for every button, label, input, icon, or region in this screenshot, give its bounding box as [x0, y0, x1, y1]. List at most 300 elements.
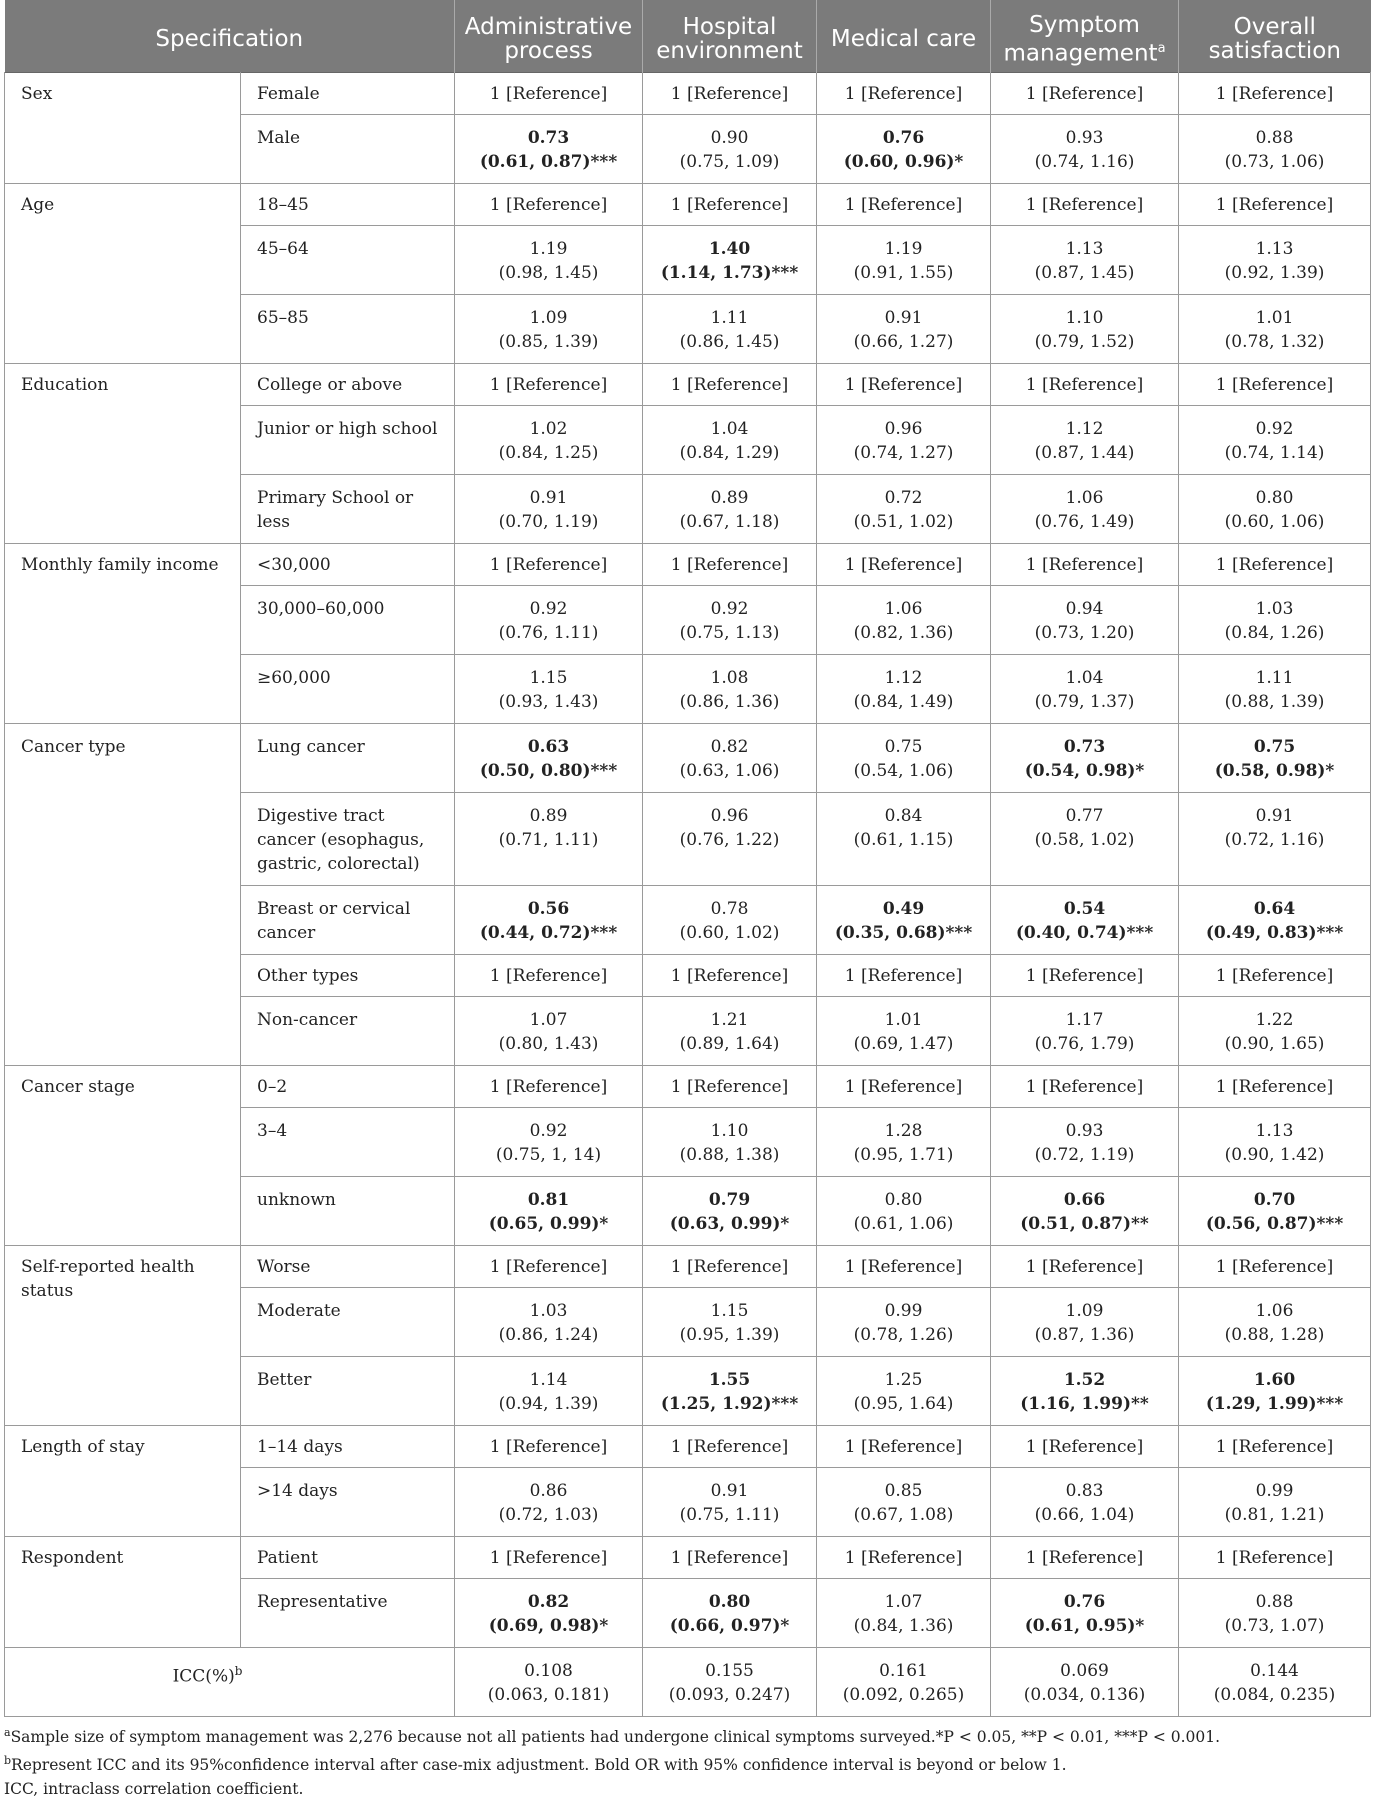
cell-value — [455, 792, 643, 885]
confidence-interval: (0.65, 0.99)* — [488, 1213, 609, 1234]
row-category: Cancer stage — [5, 1065, 241, 1245]
cell-value — [1179, 792, 1371, 885]
icc-estimate: 0.144 — [1250, 1660, 1299, 1681]
confidence-interval: (0.86, 1.36) — [679, 691, 780, 712]
odds-ratio: 1.01 — [884, 1009, 923, 1030]
confidence-interval: (0.72, 1.19) — [1034, 1144, 1135, 1165]
confidence-interval: (0.60, 1.02) — [679, 922, 780, 943]
cell-value: 1 [Reference] — [643, 1425, 817, 1467]
icc-interval: (0.063, 0.181) — [487, 1684, 610, 1705]
row-category: Monthly family income — [5, 543, 241, 723]
odds-ratio: 0.92 — [710, 598, 749, 619]
cell-value — [643, 723, 817, 792]
icc-interval: (0.092, 0.265) — [842, 1684, 965, 1705]
odds-ratio: 1.17 — [1065, 1009, 1104, 1030]
cell-value: 1 [Reference] — [991, 954, 1179, 996]
cell-value: 1 [Reference] — [455, 1536, 643, 1578]
odds-ratio: 1.52 — [1063, 1369, 1106, 1390]
odds-ratio: 0.80 — [708, 1591, 751, 1612]
row-subcategory: 3–4 — [241, 1107, 455, 1176]
cell-value — [1179, 585, 1371, 654]
cell-value — [1179, 723, 1371, 792]
cell-value — [991, 996, 1179, 1065]
confidence-interval: (0.51, 1.02) — [853, 511, 954, 532]
cell-value — [1179, 1578, 1371, 1647]
odds-ratio: 1.08 — [710, 667, 749, 688]
confidence-interval: (0.50, 0.80)*** — [479, 760, 618, 781]
confidence-interval: (0.98, 1.45) — [498, 262, 599, 283]
row-category: Cancer type — [5, 723, 241, 1065]
row-subcategory: Lung cancer — [241, 723, 455, 792]
table-row — [5, 723, 1371, 792]
cell-value: 1 [Reference] — [455, 954, 643, 996]
icc-estimate: 0.108 — [524, 1660, 573, 1681]
cell-value — [643, 405, 817, 474]
odds-ratio: 1.07 — [884, 1591, 923, 1612]
confidence-interval: (0.58, 1.02) — [1034, 829, 1135, 850]
cell-value — [817, 1176, 991, 1245]
cell-value — [1179, 885, 1371, 954]
row-subcategory: Better — [241, 1356, 455, 1425]
row-subcategory: >14 days — [241, 1467, 455, 1536]
confidence-interval: (0.76, 1.11) — [498, 622, 599, 643]
odds-ratio: 0.80 — [1255, 487, 1294, 508]
row-subcategory: Digestive tract cancer (esophagus, gastric, colorectal) — [241, 792, 455, 885]
cell-value — [817, 405, 991, 474]
confidence-interval: (0.72, 1.03) — [498, 1504, 599, 1525]
cell-value — [1179, 1176, 1371, 1245]
confidence-interval: (0.72, 1.16) — [1224, 829, 1325, 850]
confidence-interval: (0.84, 1.26) — [1224, 622, 1325, 643]
cell-value — [991, 1467, 1179, 1536]
header-overall-satisfaction: Overall satisfaction — [1179, 0, 1371, 72]
icc-value — [643, 1647, 817, 1716]
header-symptom-management-label: Symptom management — [1003, 12, 1158, 67]
cell-value — [1179, 1356, 1371, 1425]
cell-value — [817, 885, 991, 954]
confidence-interval: (0.86, 1.45) — [679, 331, 780, 352]
odds-ratio: 0.91 — [1255, 805, 1294, 826]
cell-value — [1179, 1107, 1371, 1176]
row-subcategory: 65–85 — [241, 294, 455, 363]
confidence-interval: (0.40, 0.74)*** — [1015, 922, 1154, 943]
confidence-interval: (0.86, 1.24) — [498, 1324, 599, 1345]
confidence-interval: (0.87, 1.36) — [1034, 1324, 1135, 1345]
confidence-interval: (0.95, 1.71) — [853, 1144, 954, 1165]
cell-value: 1 [Reference] — [817, 1536, 991, 1578]
odds-ratio: 0.96 — [884, 418, 923, 439]
odds-ratio: 1.13 — [1065, 238, 1104, 259]
row-subcategory: Patient — [241, 1536, 455, 1578]
row-category: Age — [5, 183, 241, 363]
icc-interval: (0.093, 0.247) — [668, 1684, 791, 1705]
icc-estimate: 0.069 — [1060, 1660, 1109, 1681]
footnote-b — [4, 1749, 1374, 1777]
cell-value: 1 [Reference] — [817, 72, 991, 114]
cell-value — [991, 885, 1179, 954]
cell-value — [1179, 474, 1371, 543]
confidence-interval: (0.63, 0.99)* — [669, 1213, 790, 1234]
confidence-interval: (0.95, 1.64) — [853, 1393, 954, 1414]
odds-ratio: 0.84 — [884, 805, 923, 826]
cell-value — [643, 654, 817, 723]
cell-value — [643, 1287, 817, 1356]
confidence-interval: (0.61, 1.06) — [853, 1213, 954, 1234]
odds-ratio: 1.06 — [1065, 487, 1104, 508]
odds-ratio: 0.76 — [1063, 1591, 1106, 1612]
odds-ratio: 0.91 — [884, 307, 923, 328]
confidence-interval: (0.90, 1.65) — [1224, 1033, 1325, 1054]
cell-value — [991, 792, 1179, 885]
cell-value: 1 [Reference] — [991, 183, 1179, 225]
icc-interval: (0.034, 0.136) — [1023, 1684, 1146, 1705]
cell-value — [643, 1176, 817, 1245]
odds-ratio: 0.91 — [710, 1480, 749, 1501]
cell-value: 1 [Reference] — [991, 543, 1179, 585]
cell-value — [455, 885, 643, 954]
cell-value — [455, 225, 643, 294]
odds-ratio: 1.14 — [529, 1369, 568, 1390]
odds-ratio: 1.04 — [710, 418, 749, 439]
odds-ratio: 1.03 — [1255, 598, 1294, 619]
odds-ratio: 1.55 — [708, 1369, 751, 1390]
table-row — [5, 543, 1371, 585]
odds-ratio: 0.75 — [1253, 736, 1296, 757]
odds-ratio: 1.25 — [884, 1369, 923, 1390]
cell-value — [1179, 996, 1371, 1065]
confidence-interval: (0.78, 1.32) — [1224, 331, 1325, 352]
odds-ratio: 1.11 — [1255, 667, 1294, 688]
cell-value: 1 [Reference] — [817, 1065, 991, 1107]
odds-ratio: 1.13 — [1255, 238, 1294, 259]
confidence-interval: (0.87, 1.45) — [1034, 262, 1135, 283]
cell-value — [1179, 654, 1371, 723]
confidence-interval: (0.75, 1.11) — [679, 1504, 780, 1525]
cell-value: 1 [Reference] — [817, 183, 991, 225]
icc-value — [1179, 1647, 1371, 1716]
odds-ratio: 1.10 — [1065, 307, 1104, 328]
cell-value — [991, 1107, 1179, 1176]
footnote-b-marker: b — [4, 1753, 12, 1767]
odds-ratio: 0.99 — [1255, 1480, 1294, 1501]
odds-ratio: 1.12 — [1065, 418, 1104, 439]
odds-ratio: 0.89 — [529, 805, 568, 826]
confidence-interval: (0.84, 1.49) — [853, 691, 954, 712]
odds-ratio: 1.40 — [708, 238, 751, 259]
row-subcategory: unknown — [241, 1176, 455, 1245]
cell-value: 1 [Reference] — [991, 72, 1179, 114]
confidence-interval: (0.51, 0.87)** — [1020, 1213, 1149, 1234]
row-subcategory: Other types — [241, 954, 455, 996]
odds-ratio: 0.66 — [1063, 1189, 1106, 1210]
odds-ratio: 0.78 — [710, 898, 749, 919]
cell-value — [1179, 294, 1371, 363]
row-subcategory: ≥60,000 — [241, 654, 455, 723]
confidence-interval: (0.69, 1.47) — [853, 1033, 954, 1054]
odds-ratio: 0.91 — [529, 487, 568, 508]
confidence-interval: (0.78, 1.26) — [853, 1324, 954, 1345]
confidence-interval: (0.63, 1.06) — [679, 760, 780, 781]
cell-value — [455, 585, 643, 654]
header-specification: Specification — [5, 0, 455, 72]
footnote-marker-a: a — [1157, 41, 1166, 56]
cell-value: 1 [Reference] — [1179, 1536, 1371, 1578]
icc-value — [455, 1647, 643, 1716]
cell-value: 1 [Reference] — [643, 1536, 817, 1578]
row-category: Length of stay — [5, 1425, 241, 1536]
cell-value: 1 [Reference] — [991, 1245, 1179, 1287]
icc-estimate: 0.155 — [705, 1660, 754, 1681]
cell-value — [455, 1176, 643, 1245]
confidence-interval: (0.71, 1.11) — [498, 829, 599, 850]
row-subcategory: Junior or high school — [241, 405, 455, 474]
cell-value — [455, 723, 643, 792]
confidence-interval: (0.73, 1.06) — [1224, 151, 1325, 172]
confidence-interval: (0.76, 1.22) — [679, 829, 780, 850]
cell-value: 1 [Reference] — [1179, 183, 1371, 225]
table-body — [5, 72, 1371, 1716]
confidence-interval: (1.14, 1.73)*** — [660, 262, 799, 283]
cell-value — [991, 585, 1179, 654]
cell-value — [643, 1467, 817, 1536]
row-subcategory: College or above — [241, 363, 455, 405]
footnote-a — [4, 1721, 1374, 1749]
cell-value — [991, 294, 1179, 363]
footnote-b-text: Represent ICC and its 95%confidence interval after case-mix adjustment. Bold OR with 95% confidence interval is beyond or below 1. — [11, 1755, 1067, 1774]
confidence-interval: (0.90, 1.42) — [1224, 1144, 1325, 1165]
confidence-interval: (0.88, 1.38) — [679, 1144, 780, 1165]
row-subcategory: Worse — [241, 1245, 455, 1287]
confidence-interval: (0.61, 0.95)* — [1024, 1615, 1145, 1636]
cell-value — [643, 114, 817, 183]
odds-ratio: 0.76 — [882, 127, 925, 148]
icc-row — [5, 1647, 1371, 1716]
confidence-interval: (0.61, 0.87)*** — [479, 151, 618, 172]
table-row — [5, 1245, 1371, 1287]
odds-ratio: 1.06 — [884, 598, 923, 619]
cell-value — [817, 474, 991, 543]
confidence-interval: (1.16, 1.99)** — [1020, 1393, 1149, 1414]
cell-value — [643, 1107, 817, 1176]
cell-value — [817, 1356, 991, 1425]
table-row — [5, 1425, 1371, 1467]
row-category: Sex — [5, 72, 241, 183]
odds-ratio: 0.88 — [1255, 1591, 1294, 1612]
odds-ratio: 0.93 — [1065, 127, 1104, 148]
row-category: Self-reported health status — [5, 1245, 241, 1425]
row-subcategory: 18–45 — [241, 183, 455, 225]
odds-ratio: 0.90 — [710, 127, 749, 148]
odds-ratio: 0.56 — [527, 898, 570, 919]
icc-estimate: 0.161 — [879, 1660, 928, 1681]
odds-ratio: 0.92 — [529, 598, 568, 619]
odds-ratio: 1.11 — [710, 307, 749, 328]
confidence-interval: (0.49, 0.83)*** — [1205, 922, 1344, 943]
cell-value — [1179, 225, 1371, 294]
cell-value — [455, 114, 643, 183]
cell-value — [991, 654, 1179, 723]
confidence-interval: (0.44, 0.72)*** — [479, 922, 618, 943]
cell-value — [643, 792, 817, 885]
confidence-interval: (0.58, 0.98)* — [1214, 760, 1335, 781]
odds-ratio: 0.64 — [1253, 898, 1296, 919]
confidence-interval: (0.84, 1.29) — [679, 442, 780, 463]
cell-value: 1 [Reference] — [455, 183, 643, 225]
footnote-a-marker: a — [4, 1725, 11, 1739]
cell-value: 1 [Reference] — [455, 72, 643, 114]
cell-value: 1 [Reference] — [817, 954, 991, 996]
confidence-interval: (0.66, 1.27) — [853, 331, 954, 352]
cell-value — [817, 1107, 991, 1176]
cell-value: 1 [Reference] — [817, 1425, 991, 1467]
odds-ratio: 1.13 — [1255, 1120, 1294, 1141]
odds-ratio: 1.60 — [1253, 1369, 1296, 1390]
odds-ratio: 1.07 — [529, 1009, 568, 1030]
cell-value: 1 [Reference] — [991, 1065, 1179, 1107]
footnote-marker-b: b — [234, 1663, 243, 1678]
icc-label — [5, 1647, 455, 1716]
confidence-interval: (0.94, 1.39) — [498, 1393, 599, 1414]
row-subcategory: Male — [241, 114, 455, 183]
cell-value: 1 [Reference] — [1179, 72, 1371, 114]
odds-ratio: 0.70 — [1253, 1189, 1296, 1210]
cell-value — [455, 474, 643, 543]
cell-value — [1179, 405, 1371, 474]
header-medical-care: Medical care — [817, 0, 991, 72]
confidence-interval: (0.74, 1.27) — [853, 442, 954, 463]
cell-value — [643, 225, 817, 294]
odds-ratio: 0.72 — [884, 487, 923, 508]
cell-value — [817, 294, 991, 363]
odds-ratio: 0.88 — [1255, 127, 1294, 148]
cell-value — [455, 1107, 643, 1176]
confidence-interval: (0.84, 1.36) — [853, 1615, 954, 1636]
cell-value: 1 [Reference] — [643, 1065, 817, 1107]
cell-value: 1 [Reference] — [455, 1425, 643, 1467]
cell-value: 1 [Reference] — [817, 1245, 991, 1287]
cell-value: 1 [Reference] — [1179, 1065, 1371, 1107]
cell-value — [991, 723, 1179, 792]
confidence-interval: (0.74, 1.16) — [1034, 151, 1135, 172]
cell-value — [817, 1578, 991, 1647]
confidence-interval: (0.75, 1, 14) — [495, 1144, 602, 1165]
confidence-interval: (0.74, 1.14) — [1224, 442, 1325, 463]
table-row — [5, 363, 1371, 405]
cell-value — [1179, 114, 1371, 183]
cell-value — [643, 1356, 817, 1425]
odds-ratio: 0.63 — [527, 736, 570, 757]
cell-value — [643, 585, 817, 654]
icc-value — [991, 1647, 1179, 1716]
cell-value — [455, 294, 643, 363]
cell-value — [991, 114, 1179, 183]
odds-ratio: 1.01 — [1255, 307, 1294, 328]
cell-value: 1 [Reference] — [1179, 543, 1371, 585]
table-row — [5, 183, 1371, 225]
confidence-interval: (0.70, 1.19) — [498, 511, 599, 532]
table-row — [5, 1536, 1371, 1578]
cell-value — [643, 1578, 817, 1647]
icc-interval: (0.084, 0.235) — [1213, 1684, 1336, 1705]
row-subcategory: Female — [241, 72, 455, 114]
odds-ratio: 1.03 — [529, 1300, 568, 1321]
cell-value — [455, 996, 643, 1065]
cell-value — [455, 1356, 643, 1425]
row-subcategory: 1–14 days — [241, 1425, 455, 1467]
odds-ratio: 0.73 — [1063, 736, 1106, 757]
odds-ratio: 0.89 — [710, 487, 749, 508]
cell-value — [817, 723, 991, 792]
confidence-interval: (0.67, 1.08) — [853, 1504, 954, 1525]
row-category: Respondent — [5, 1536, 241, 1647]
odds-ratio: 0.82 — [710, 736, 749, 757]
confidence-interval: (0.79, 1.52) — [1034, 331, 1135, 352]
confidence-interval: (0.66, 0.97)* — [669, 1615, 790, 1636]
cell-value — [1179, 1287, 1371, 1356]
odds-ratio: 0.96 — [710, 805, 749, 826]
confidence-interval: (0.66, 1.04) — [1034, 1504, 1135, 1525]
confidence-interval: (0.81, 1.21) — [1224, 1504, 1325, 1525]
cell-value — [1179, 1467, 1371, 1536]
odds-ratio: 0.79 — [708, 1189, 751, 1210]
cell-value — [455, 1578, 643, 1647]
odds-ratio: 0.49 — [882, 898, 925, 919]
odds-ratio: 0.75 — [884, 736, 923, 757]
row-subcategory: Primary School or less — [241, 474, 455, 543]
confidence-interval: (0.35, 0.68)*** — [834, 922, 973, 943]
confidence-interval: (1.29, 1.99)*** — [1205, 1393, 1344, 1414]
odds-ratio: 0.82 — [527, 1591, 570, 1612]
odds-ratio: 1.12 — [884, 667, 923, 688]
odds-ratio: 0.81 — [527, 1189, 570, 1210]
cell-value: 1 [Reference] — [991, 363, 1179, 405]
row-subcategory: Moderate — [241, 1287, 455, 1356]
table-row — [5, 1065, 1371, 1107]
confidence-interval: (0.60, 0.96)* — [843, 151, 964, 172]
cell-value — [643, 294, 817, 363]
cell-value — [643, 474, 817, 543]
confidence-interval: (0.60, 1.06) — [1224, 511, 1325, 532]
cell-value — [817, 114, 991, 183]
confidence-interval: (0.73, 1.20) — [1034, 622, 1135, 643]
confidence-interval: (0.91, 1.55) — [853, 262, 954, 283]
confidence-interval: (0.92, 1.39) — [1224, 262, 1325, 283]
confidence-interval: (0.75, 1.09) — [679, 151, 780, 172]
cell-value — [991, 1287, 1179, 1356]
odds-ratio: 1.06 — [1255, 1300, 1294, 1321]
icc-label-text: ICC(%) — [172, 1666, 235, 1687]
cell-value — [817, 1467, 991, 1536]
cell-value — [643, 885, 817, 954]
cell-value: 1 [Reference] — [643, 1245, 817, 1287]
cell-value: 1 [Reference] — [817, 543, 991, 585]
icc-value — [817, 1647, 991, 1716]
confidence-interval: (0.82, 1.36) — [853, 622, 954, 643]
cell-value: 1 [Reference] — [991, 1425, 1179, 1467]
cell-value: 1 [Reference] — [1179, 363, 1371, 405]
confidence-interval: (0.67, 1.18) — [679, 511, 780, 532]
cell-value — [817, 792, 991, 885]
odds-ratio: 0.92 — [529, 1120, 568, 1141]
confidence-interval: (0.93, 1.43) — [498, 691, 599, 712]
cell-value: 1 [Reference] — [817, 363, 991, 405]
confidence-interval: (0.75, 1.13) — [679, 622, 780, 643]
confidence-interval: (0.89, 1.64) — [679, 1033, 780, 1054]
cell-value: 1 [Reference] — [643, 363, 817, 405]
odds-ratio: 1.15 — [529, 667, 568, 688]
odds-ratio: 0.86 — [529, 1480, 568, 1501]
cell-value — [817, 225, 991, 294]
